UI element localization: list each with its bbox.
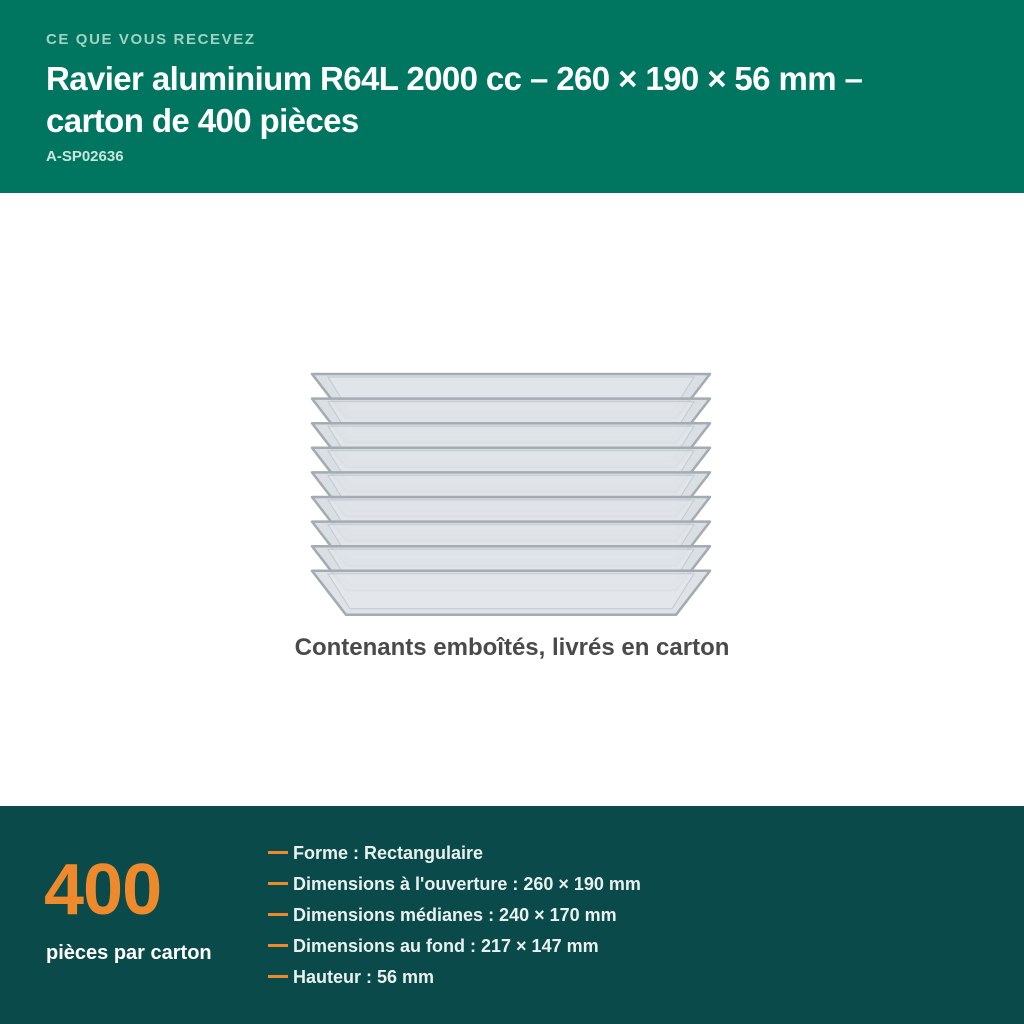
- spec-list: [268, 838, 641, 993]
- dash-icon: [268, 944, 288, 947]
- eyebrow-label: CE QUE VOUS RECEVEZ: [46, 31, 256, 48]
- dash-icon: [268, 851, 288, 854]
- spec-item: [268, 962, 641, 993]
- spec-text: Dimensions au fond : 217 × 147 mm: [293, 936, 599, 956]
- spec-item: [268, 838, 641, 869]
- product-sku: A-SP02636: [46, 148, 124, 165]
- dash-icon: [268, 882, 288, 885]
- illustration-caption: Contenants emboîtés, livrés en carton: [294, 634, 730, 661]
- quantity-value: 400: [44, 850, 162, 930]
- spec-item: [268, 931, 641, 962]
- dash-icon: [268, 913, 288, 916]
- spec-item: [268, 900, 641, 931]
- footer-panel: [0, 806, 1024, 1024]
- quantity-label: pièces par carton: [46, 942, 212, 964]
- spec-text: Dimensions médianes : 240 × 170 mm: [293, 905, 617, 925]
- spec-text: Hauteur : 56 mm: [293, 967, 435, 987]
- dash-icon: [268, 975, 288, 978]
- product-title: Ravier aluminium R64L 2000 cc – 260 × 190 × 56 mm – carton de 400 pièces: [46, 60, 863, 139]
- spec-text: Dimensions à l'ouverture : 260 × 190 mm: [293, 874, 641, 894]
- header-banner: [0, 0, 1024, 193]
- spec-text: Forme : Rectangulaire: [293, 843, 484, 863]
- tray-shape: [312, 571, 710, 615]
- tray-stack-illustration: [300, 366, 724, 626]
- spec-item: [268, 869, 641, 900]
